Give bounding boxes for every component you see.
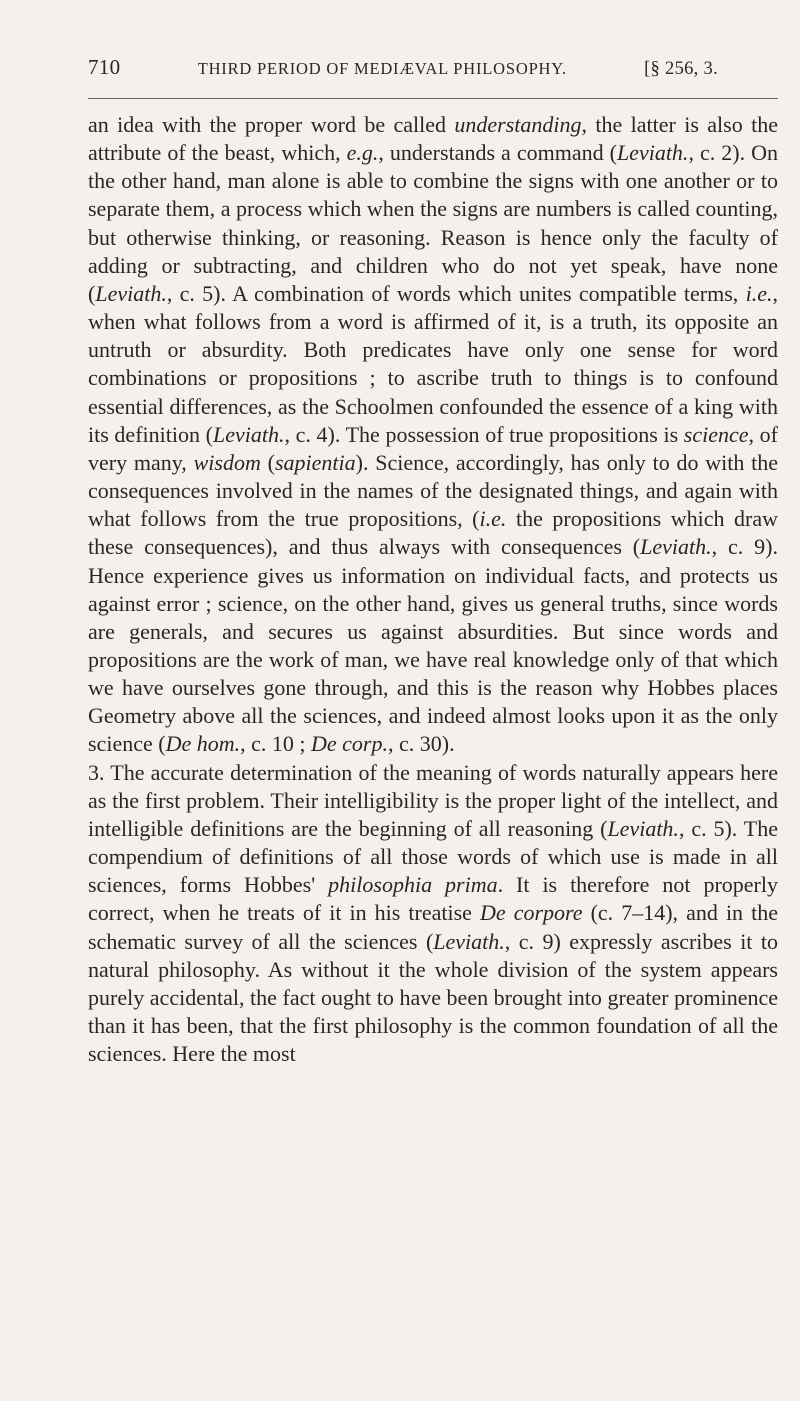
paragraph-2: 3. The accurate determination of the meaning of words naturally appears here as the first problem. Their intelligibility is the proper light of the intellect, and intelligible definitions are the beginning of all reasoning (Leviath., c. 5). The compendium of definitions of all those words of which use is made in all sciences, forms Hobbes' philosophia prima. It is therefore not properly correct, when he treats of it in his treatise De corpore (c. 7–14), and in the schematic survey of all the sciences (Leviath., c. 9) expressly ascribes it to natural philosophy. As without it the whole division of the system appears purely accidental, the fact ought to have been brought into greater prominence than it has been, that the first philosophy is the common foundation of all the sciences. Here the most (88, 759, 779, 1067)
section-reference: [§ 256, 3. (644, 59, 718, 79)
body-text (88, 111, 778, 1068)
paragraph-1: an idea with the proper word be called understanding, the latter is also the attribute of the beast, which, e.g., understands a command (Leviath., c. 2). On the other hand, man alone is able to combine the signs with one another or to separate them, a process which when the signs are numbers is called counting, but otherwise thinking, or reasoning. Reason is hence only the faculty of adding or subtracting, and children who do not yet speak, have none (Leviath., c. 5). A combination of words which unites compatible terms, i.e., when what follows from a word is affirmed of it, is a truth, its opposite an untruth or absurdity. Both predicates have only one sense for word combinations or propositions ; to ascribe truth to things is to confound essential differences, as the Schoolmen confounded the essence of a king with its definition (Leviath., c. 4). The possession of true propositions is science, of very many, wisdom (sapientia). Science, accordingly, has only to do with the consequences involved in the names of the designated things, and again with what follows from the true propositions, (i.e. the propositions which draw these consequences), and thus always with consequences (Leviath., c. 9). Hence experience gives us information on individual facts, and protects us against error ; science, on the other hand, gives us general truths, since words are generals, and secures us against absurdities. But since words and propositions are the work of man, we have real knowledge only of that which we have ourselves gone through, and this is the reason why Hobbes places Geometry above all the sciences, and indeed almost looks upon it as the only science (De hom., c. 10 ; De corp., c. 30). (88, 112, 779, 757)
page-number: 710 (88, 55, 121, 79)
running-header (88, 55, 718, 80)
header-rule (88, 98, 778, 99)
running-title: THIRD PERIOD OF MEDIÆVAL PHILOSOPHY. (197, 59, 567, 78)
